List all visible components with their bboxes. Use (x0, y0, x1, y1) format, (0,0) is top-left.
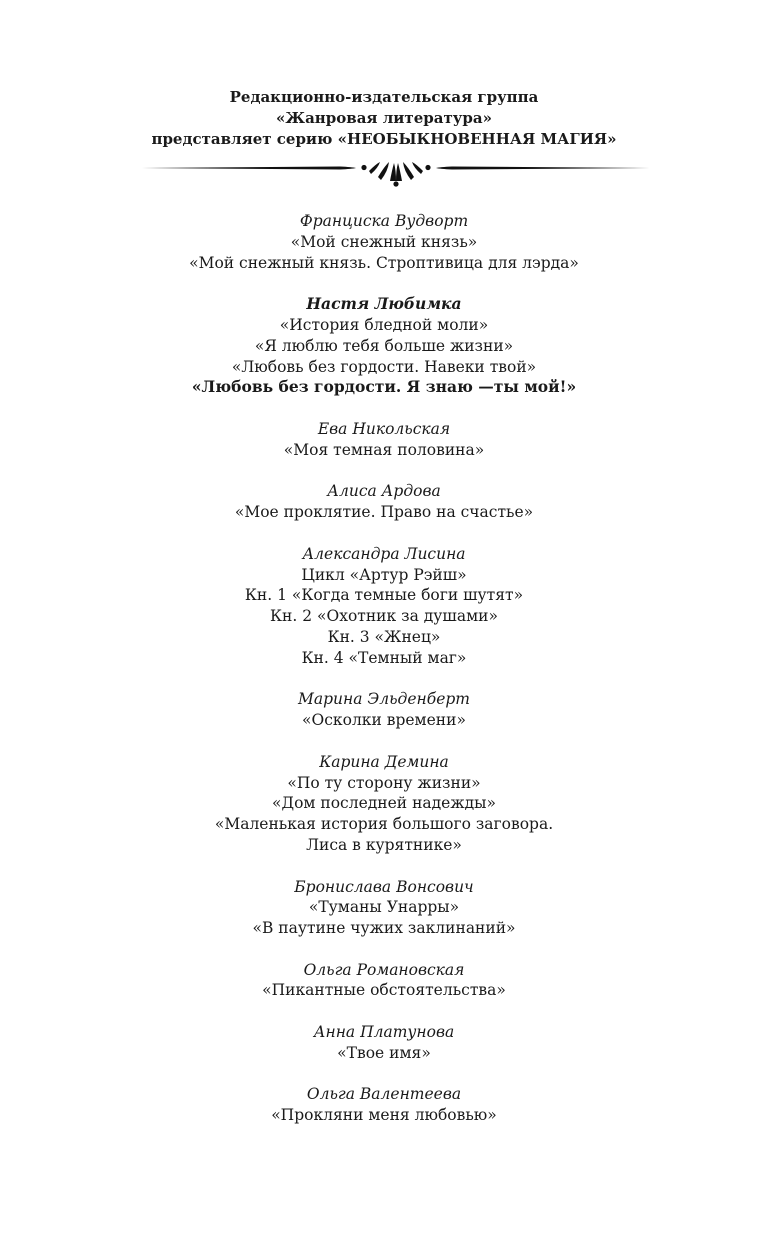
book-title: Цикл «Артур Рэйш» (301, 565, 467, 584)
author-name: Александра Лисина (302, 544, 466, 563)
book-title: Кн. 4 «Темный маг» (301, 648, 467, 667)
book-title: «Дом последней надежды» (272, 794, 496, 813)
spacer (0, 398, 768, 419)
book-title: «Любовь без гордости. Я знаю —ты мой!» (191, 377, 577, 397)
spacer (0, 1064, 768, 1085)
author-name: Ева Никольская (317, 419, 451, 438)
book-title: «Моя темная половина» (283, 440, 485, 459)
spacer (0, 939, 768, 960)
author-name: Марина Эльденберт (297, 690, 471, 709)
author-name: Карина Демина (319, 752, 449, 771)
book-title: «Осколки времени» (302, 711, 466, 730)
publisher-line: Редакционно-издательская группа (229, 88, 539, 106)
series-header (0, 87, 768, 150)
author-name: Анна Платунова (313, 1023, 455, 1042)
author-name: Ольга Валентеева (306, 1085, 462, 1104)
series-line: представляет серию «НЕОБЫКНОВЕННАЯ МАГИЯ» (151, 130, 617, 148)
author-name: Ольга Романовская (303, 960, 465, 979)
book-title: «В паутине чужих заклинаний» (252, 919, 516, 938)
book-title: Кн. 3 «Жнец» (327, 627, 441, 646)
book-title: «Прокляни меня любовью» (271, 1106, 497, 1125)
book-title: «По ту сторону жизни» (287, 773, 481, 792)
book-title: «Туманы Унарры» (308, 898, 460, 917)
book-title: «Твое имя» (337, 1043, 431, 1062)
spacer (0, 523, 768, 544)
book-title: Кн. 1 «Когда темные боги шутят» (244, 586, 524, 605)
spacer (0, 669, 768, 690)
spacer (0, 731, 768, 752)
book-title: «Маленькая история большого заговора. (214, 815, 554, 834)
book-title: «Мой снежный князь. Строптивица для лэрда» (189, 253, 579, 272)
imprint-line: «Жанровая литература» (276, 109, 492, 127)
book-title: «Мой снежный князь» (290, 232, 478, 251)
author-name: Франциска Вудворт (299, 212, 469, 230)
author-name: Алиса Ардова (327, 482, 441, 501)
book-title: «Мое проклятие. Право на счастье» (234, 503, 534, 522)
book-title: «Любовь без гордости. Навеки твой» (231, 357, 537, 376)
author-name: Настя Любимка (306, 294, 462, 314)
author-name: Бронислава Вонсович (294, 877, 474, 896)
book-title: Лиса в курятнике» (306, 835, 462, 854)
spacer (0, 856, 768, 877)
book-title: «История бледной моли» (279, 315, 489, 334)
spacer (0, 273, 768, 294)
book-title: «Пикантные обстоятельства» (262, 981, 506, 1000)
book-title: «Я люблю тебя больше жизни» (254, 336, 514, 355)
spacer (0, 1001, 768, 1022)
spacer (0, 461, 768, 482)
book-title: Кн. 2 «Охотник за душами» (270, 607, 498, 626)
book-list (0, 211, 768, 1126)
flourish-divider-icon (140, 155, 652, 189)
